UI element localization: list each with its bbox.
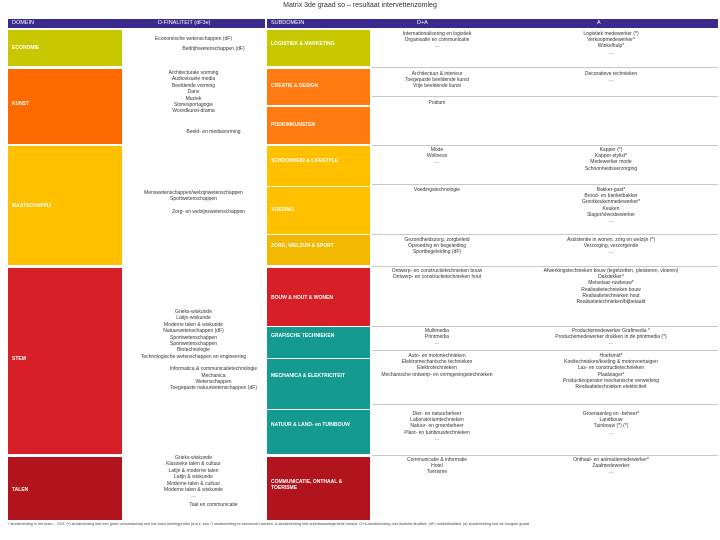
sub-bouw	[267, 268, 370, 326]
a-item: Groenaanleg en -beheer*	[582, 411, 640, 417]
da-item: Vrije beeldende kunst	[413, 83, 461, 90]
domain-label: STEM	[12, 356, 26, 362]
a-item: Dakdekker*	[598, 274, 624, 281]
header-domain: DOMEIN	[12, 20, 34, 26]
da-item: Gezondheidszorg, zorgbeleid	[404, 237, 470, 243]
a-natuur	[504, 411, 718, 436]
da-item: …	[434, 43, 440, 50]
a-item: Decoratieve technieken	[584, 71, 638, 77]
ob-item: Grieks-wiskunde	[175, 309, 212, 315]
da-zorg	[372, 237, 502, 256]
a-item: Slager/vleesbewerker	[586, 211, 636, 218]
ob-item: Beeldende vorming	[171, 82, 216, 89]
a-item: …	[608, 77, 614, 84]
ob-item: Architecturale vorming	[168, 70, 219, 76]
ob-item: Grieks-wiskunde	[175, 455, 212, 461]
a-item: Medewerker mode	[590, 159, 632, 166]
ob-item: Latijn & wiskunde	[174, 474, 213, 481]
ob-item: Menswetenschappen/welzijnwetenschappen	[144, 190, 243, 196]
da-item: Hotel	[431, 463, 443, 470]
da-creatie	[372, 71, 502, 90]
ob-item: Economische wetenschappen (dF)	[155, 36, 232, 42]
a-item: Verzorging, verzorgende	[583, 243, 639, 250]
a-item: Afwerkingstechnieken bouw (tegelzetten, pleisteren, vloeren)	[543, 268, 679, 274]
ob-maatschappij	[122, 190, 265, 215]
a-item: …	[608, 49, 614, 56]
da-item: Natuur- en groenbeheer	[410, 423, 464, 430]
a-item: Logistiek medewerker (*)	[583, 31, 639, 37]
sub-logistiek	[267, 30, 370, 66]
da-item: Elektrotechnieken	[417, 365, 457, 372]
ob-talen	[122, 455, 265, 508]
row-separator	[372, 350, 718, 351]
da-bouw	[372, 268, 502, 280]
a-item: Kapper (*)	[599, 147, 623, 153]
header-da: D+A	[417, 20, 428, 26]
sub-label: LOGISTIEK & MARKETING	[271, 41, 335, 47]
a-item: Verkoopmedewerker*	[587, 37, 635, 44]
ob-item: Wetenschappen	[195, 379, 232, 386]
a-item: Zaalmedewerker	[592, 463, 630, 470]
header-finaliteit: D-FINALITEIT (dF3e)	[158, 20, 211, 26]
header-left	[8, 19, 265, 28]
header-right	[267, 19, 718, 28]
da-item: Plant- en tuinbouwtechnieken	[404, 429, 470, 436]
da-communicatie	[372, 457, 502, 476]
ob-item: Muziek	[185, 95, 202, 102]
da-item: …	[434, 159, 440, 166]
ob-item: Sportwetenschappen	[170, 341, 217, 348]
da-item: Organisatie en communicatie	[404, 37, 470, 44]
ob-economie	[122, 36, 265, 53]
da-mechanica	[372, 353, 502, 378]
row-separator	[372, 96, 718, 97]
ob-item: Audiovisuele media	[171, 76, 216, 83]
a-item: Las- en constructietechnieken	[577, 365, 645, 372]
row-separator	[372, 404, 718, 405]
da-item: Laboratoriumtechnieken	[410, 417, 464, 424]
a-item: Schoonheidsverzorging	[584, 165, 638, 172]
da-item: Internationalisering en logistiek	[402, 31, 472, 37]
domain-label: MAATSCHAPPIJ	[12, 203, 52, 209]
a-item: Landbouw	[599, 417, 623, 424]
sub-zorg	[267, 235, 370, 265]
domain-stem	[8, 268, 122, 454]
da-item: Ontwerp- en constructietechnieken hout	[392, 274, 482, 281]
a-item: Brood- en banketbakker	[584, 193, 638, 200]
a-item: Hoefsmid*	[599, 353, 623, 359]
da-item: Dier- en natuurbeheer	[412, 411, 462, 417]
sub-grafisch	[267, 327, 370, 358]
a-grafisch	[504, 328, 718, 347]
row-separator	[372, 326, 718, 327]
da-podium	[372, 100, 502, 106]
row-separator	[372, 266, 718, 267]
da-natuur	[372, 411, 502, 442]
ob-item: Sportwetenschappen	[170, 334, 217, 341]
a-item: Realisatietechnieken bouw	[581, 286, 641, 293]
sub-label: CREATIE & DESIGN	[271, 83, 319, 89]
da-item: Communicatie & informatie	[406, 457, 468, 463]
domain-label: ECONOMIE	[12, 45, 40, 51]
row-separator	[372, 67, 718, 68]
a-item: Keuken	[602, 205, 620, 212]
ob-item: Taal en communicatie	[189, 501, 238, 508]
a-item: Grootkeukenmedewerker*	[581, 199, 641, 206]
da-item: Printmedia	[425, 334, 449, 341]
ob-item: Natuurwetenschappen (dF)	[163, 328, 224, 335]
ob-item: Sportwetenschappen	[170, 196, 217, 203]
ob-item: Beeld- en mediavorming	[186, 128, 241, 135]
a-item: Realisatietechnieken hout	[582, 292, 640, 299]
ob-item: Informatica & communicatietechnologie	[169, 366, 258, 373]
ob-item: Bedrijfswetenschappen (dF)	[182, 46, 245, 53]
ob-item: Woordkunst-drama	[172, 108, 215, 115]
da-item: Ontwerp- en constructietechnieken bouw	[391, 268, 483, 274]
footnote: * studierichting in het buso – OV3, (*) studierichting met een grote verwantschap met het buso-leerlingprofiel (d.w.z. een *) studierichting te benoemen werken, A-studierichting met arbeidsmarktgerichte inhoud, D+A-studierichting met dubbele finaliteit, (dF) dubbelfinaliteit, (d) studierichting met de hoogste graad	[8, 522, 529, 526]
a-item: Realisatietechnieken/bijbetaald	[576, 299, 646, 306]
domain-talen	[8, 457, 122, 520]
domain-kunst	[8, 69, 122, 144]
sub-creatie	[267, 69, 370, 105]
sub-label: PODIUMKUNSTEN	[271, 122, 316, 128]
domain-label: TALEN	[12, 487, 29, 493]
sub-label: COMMUNICATIE, ONTHAAL & TOERISME	[271, 479, 343, 491]
da-item: …	[434, 435, 440, 442]
a-item: Bakker-gast*	[596, 187, 626, 193]
header-subdomain: SUBDOMEIN	[271, 20, 305, 26]
sub-voeding	[267, 187, 370, 234]
da-item: Toerisme	[426, 469, 448, 476]
ob-item: Toegepaste natuurwetenschappen (dF)	[169, 385, 257, 392]
a-item: Productieoperator mechanische verwerking	[562, 377, 660, 384]
ob-item: Mechanica	[201, 372, 226, 379]
a-logistiek	[504, 31, 718, 56]
da-voeding	[372, 187, 502, 193]
da-item: Elektromechanische technieken	[401, 359, 473, 366]
a-item: Tuinbouw (*) (*)	[593, 423, 629, 430]
row-separator	[372, 145, 718, 146]
ob-item: Latijn & moderne talen	[168, 467, 219, 474]
a-item: …	[608, 218, 614, 225]
ob-item: Biotechnologie	[177, 347, 210, 354]
a-item: Plaatslager*	[597, 371, 625, 378]
ob-item: …	[191, 493, 196, 500]
sub-natuur	[267, 410, 370, 454]
da-item: Voedingstechnologie	[413, 187, 461, 193]
a-item: Productiemedewerker Grafimedia *	[572, 328, 650, 334]
row-separator	[372, 234, 718, 235]
a-item: Winkelhulp*	[597, 43, 625, 50]
sub-label: VOEDING	[271, 207, 295, 213]
ob-item: Latijn-wiskunde	[176, 315, 211, 322]
da-item: Opvoeding en begeleiding	[407, 243, 467, 250]
a-voeding	[504, 187, 718, 224]
a-zorg	[504, 237, 718, 256]
a-creatie	[504, 71, 718, 83]
sub-mechanica	[267, 359, 370, 409]
page-title: Matrix 3de graad so – resultaat intervettenzomleg	[283, 2, 437, 9]
header-a: A	[597, 20, 601, 26]
ob-stem	[122, 309, 265, 392]
a-item: Kapper-stylist*	[594, 153, 628, 160]
a-item: Assistentie in wonen, zorg en welzijn (*)	[566, 237, 656, 243]
a-item: …	[608, 249, 614, 256]
da-item: …	[434, 340, 440, 347]
a-communicatie	[504, 457, 718, 476]
a-mechanica	[504, 353, 718, 390]
da-item: Toegepaste beeldende kunst	[405, 77, 469, 84]
da-grafisch	[372, 328, 502, 347]
sub-communicatie	[267, 457, 370, 520]
sub-schoonheid	[267, 146, 370, 186]
da-item: Mode	[430, 147, 444, 153]
ob-item: Dans	[187, 89, 200, 96]
a-item: Koeltechnieken/koeling & motorvoertuigen	[564, 359, 658, 366]
sub-label: MECHANICA & ELEKTRICITEIT	[271, 373, 345, 379]
da-item: Wellness	[426, 153, 448, 160]
da-item: Multimedia	[424, 328, 450, 334]
sub-label: BOUW & HOUT & WONEN	[271, 295, 333, 301]
ob-item: Technologische wetenschappen en engineering	[140, 353, 247, 360]
sub-label: SCHOONHEID & LIFESTYLE	[271, 158, 339, 164]
sub-label: NATUUR & LAND- en TUINBOUW	[271, 422, 350, 428]
a-item: …	[608, 469, 614, 476]
sub-label: ZORG, WELZIJN & SPORT	[271, 243, 334, 249]
da-item: Auto- en motortechnieken	[408, 353, 466, 359]
ob-item: Klassieke talen & cultuur	[166, 461, 221, 468]
ob-item: Moderne talen & cultuur	[166, 480, 221, 487]
domain-economie	[8, 30, 122, 66]
da-schoonheid	[372, 147, 502, 166]
row-separator	[372, 455, 718, 456]
a-item: Onthaal- en animatiemedewerker*	[573, 457, 649, 463]
ob-item: Zorg- en welzijnswetenschappen	[172, 208, 245, 215]
da-item: Podium	[428, 100, 446, 106]
a-item: …	[608, 429, 614, 436]
da-item: Mechanische ontwerp- en vormgevingstechnieken	[381, 371, 493, 378]
a-bouw	[504, 268, 718, 305]
da-item: Architectuur & interieur	[411, 71, 463, 77]
domain-maatschappij	[8, 146, 122, 265]
a-item: Realisatietechnieken elektriciteit	[575, 384, 647, 391]
a-item: Productiemedewerker drukken in de printmedia (*)	[555, 334, 667, 341]
a-schoonheid	[504, 147, 718, 172]
a-item: Metselaar-ruwbouw*	[588, 280, 634, 287]
ob-item: Stonesportagogie	[173, 102, 214, 109]
da-logistiek	[372, 31, 502, 50]
domain-label: KUNST	[12, 101, 30, 107]
da-item: Sportbegeleiding (dF)	[412, 249, 462, 256]
sub-label: GRAFISCHE TECHNIEKEN	[271, 333, 335, 339]
ob-kunst	[122, 70, 265, 135]
sub-podium	[267, 107, 370, 144]
ob-item: Moderne talen & wiskunde	[164, 487, 223, 494]
ob-item: Moderne talen & wiskunde	[164, 321, 223, 328]
a-item: …	[608, 340, 614, 347]
row-separator	[372, 184, 718, 185]
